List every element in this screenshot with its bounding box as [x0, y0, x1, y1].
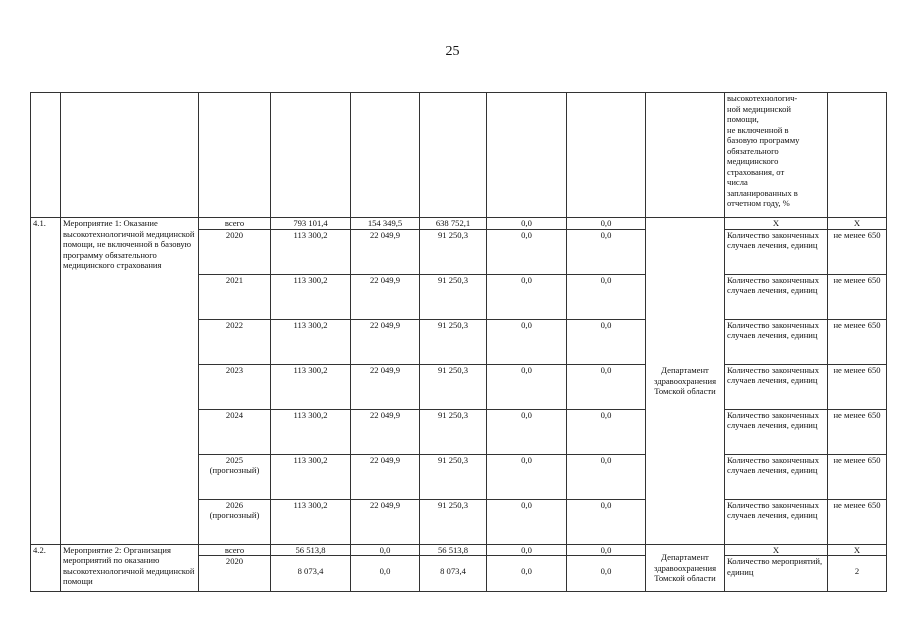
- value-cell: Х: [828, 218, 887, 230]
- year-cell: 2023: [199, 364, 271, 409]
- executor-cell: Департамент здравоохранения Томской области: [646, 544, 725, 592]
- regional-cell: 91 250,3: [420, 364, 487, 409]
- year-cell: 2021: [199, 274, 271, 319]
- local-cell: 0,0: [487, 319, 567, 364]
- local-cell: 0,0: [487, 364, 567, 409]
- federal-cell: 22 049,9: [351, 409, 420, 454]
- federal-cell: 22 049,9: [351, 319, 420, 364]
- other-cell: 0,0: [567, 229, 646, 274]
- activity-name: Мероприятие 1: Оказание высокотехнологичной медицинской помощи, не включенной в базовую программу обязательного медицинского страхования: [61, 218, 199, 545]
- other-cell: 0,0: [567, 409, 646, 454]
- total-cell: 113 300,2: [271, 229, 351, 274]
- year-cell: 2024: [199, 409, 271, 454]
- total-cell: 793 101,4: [271, 218, 351, 230]
- federal-cell: 22 049,9: [351, 454, 420, 499]
- indicator-cell: Количество законченных случаев лечения, единиц: [725, 409, 828, 454]
- total-cell: 113 300,2: [271, 499, 351, 544]
- row-number: 4.1.: [31, 218, 61, 545]
- local-cell: 0,0: [487, 274, 567, 319]
- local-cell: 0,0: [487, 229, 567, 274]
- other-cell: 0,0: [567, 454, 646, 499]
- indicator-cell: Количество законченных случаев лечения, единиц: [725, 229, 828, 274]
- federal-cell: 22 049,9: [351, 229, 420, 274]
- total-cell: 113 300,2: [271, 319, 351, 364]
- year-cell: всего: [199, 218, 271, 230]
- indicator-cell: Количество законченных случаев лечения, единиц: [725, 364, 828, 409]
- total-cell: 113 300,2: [271, 409, 351, 454]
- total-cell: 113 300,2: [271, 364, 351, 409]
- regional-cell: 638 752,1: [420, 218, 487, 230]
- year-cell: 2020: [199, 229, 271, 274]
- federal-cell: 154 349,5: [351, 218, 420, 230]
- other-cell: 0,0: [567, 544, 646, 556]
- year-cell: 2022: [199, 319, 271, 364]
- regional-cell: 91 250,3: [420, 454, 487, 499]
- value-cell: не менее 650: [828, 454, 887, 499]
- federal-cell: 0,0: [351, 544, 420, 556]
- federal-cell: 0,0: [351, 556, 420, 592]
- total-cell: 56 513,8: [271, 544, 351, 556]
- local-cell: 0,0: [487, 409, 567, 454]
- value-cell: не менее 650: [828, 274, 887, 319]
- other-cell: 0,0: [567, 556, 646, 592]
- indicator-cell: Количество законченных случаев лечения, единиц: [725, 319, 828, 364]
- program-table: [30, 92, 887, 592]
- table-row: [31, 218, 887, 230]
- page-number: 25: [445, 44, 460, 59]
- table-row: [31, 544, 887, 556]
- value-cell: не менее 650: [828, 319, 887, 364]
- indicator-cell: Х: [725, 218, 828, 230]
- local-cell: 0,0: [487, 218, 567, 230]
- local-cell: 0,0: [487, 499, 567, 544]
- value-cell: не менее 650: [828, 499, 887, 544]
- regional-cell: 91 250,3: [420, 319, 487, 364]
- other-cell: 0,0: [567, 364, 646, 409]
- local-cell: 0,0: [487, 544, 567, 556]
- executor-cell: Департамент здравоохранения Томской области: [646, 218, 725, 545]
- row-number: 4.2.: [31, 544, 61, 592]
- year-cell: всего: [199, 544, 271, 556]
- federal-cell: 22 049,9: [351, 274, 420, 319]
- regional-cell: 8 073,4: [420, 556, 487, 592]
- value-cell: Х: [828, 544, 887, 556]
- indicator-cell: Количество законченных случаев лечения, единиц: [725, 499, 828, 544]
- value-cell: не менее 650: [828, 229, 887, 274]
- regional-cell: 91 250,3: [420, 274, 487, 319]
- regional-cell: 56 513,8: [420, 544, 487, 556]
- total-cell: 8 073,4: [271, 556, 351, 592]
- local-cell: 0,0: [487, 454, 567, 499]
- regional-cell: 91 250,3: [420, 499, 487, 544]
- year-cell: 2026 (прогнозный): [199, 499, 271, 544]
- federal-cell: 22 049,9: [351, 499, 420, 544]
- other-cell: 0,0: [567, 218, 646, 230]
- value-cell: 2: [828, 556, 887, 592]
- other-cell: 0,0: [567, 274, 646, 319]
- year-cell: 2020: [199, 556, 271, 592]
- other-cell: 0,0: [567, 499, 646, 544]
- value-cell: не менее 650: [828, 409, 887, 454]
- indicator-continuation-text: высокотехнологич- ной медицинской помощи, не включенной в базовую программу обязательного медицинского страхования, от числа запланированных в отчетном году, %: [725, 93, 828, 218]
- year-cell: 2025 (прогнозный): [199, 454, 271, 499]
- federal-cell: 22 049,9: [351, 364, 420, 409]
- other-cell: 0,0: [567, 319, 646, 364]
- indicator-cell: Х: [725, 544, 828, 556]
- indicator-cell: Количество мероприятий, единиц: [725, 556, 828, 592]
- total-cell: 113 300,2: [271, 454, 351, 499]
- activity-name: Мероприятие 2: Организация мероприятий по оказанию высокотехнологичной медицинской помощи: [61, 544, 199, 592]
- total-cell: 113 300,2: [271, 274, 351, 319]
- indicator-cell: Количество законченных случаев лечения, единиц: [725, 274, 828, 319]
- regional-cell: 91 250,3: [420, 229, 487, 274]
- regional-cell: 91 250,3: [420, 409, 487, 454]
- value-cell: не менее 650: [828, 364, 887, 409]
- indicator-cell: Количество законченных случаев лечения, единиц: [725, 454, 828, 499]
- continuation-row: [31, 93, 887, 218]
- local-cell: 0,0: [487, 556, 567, 592]
